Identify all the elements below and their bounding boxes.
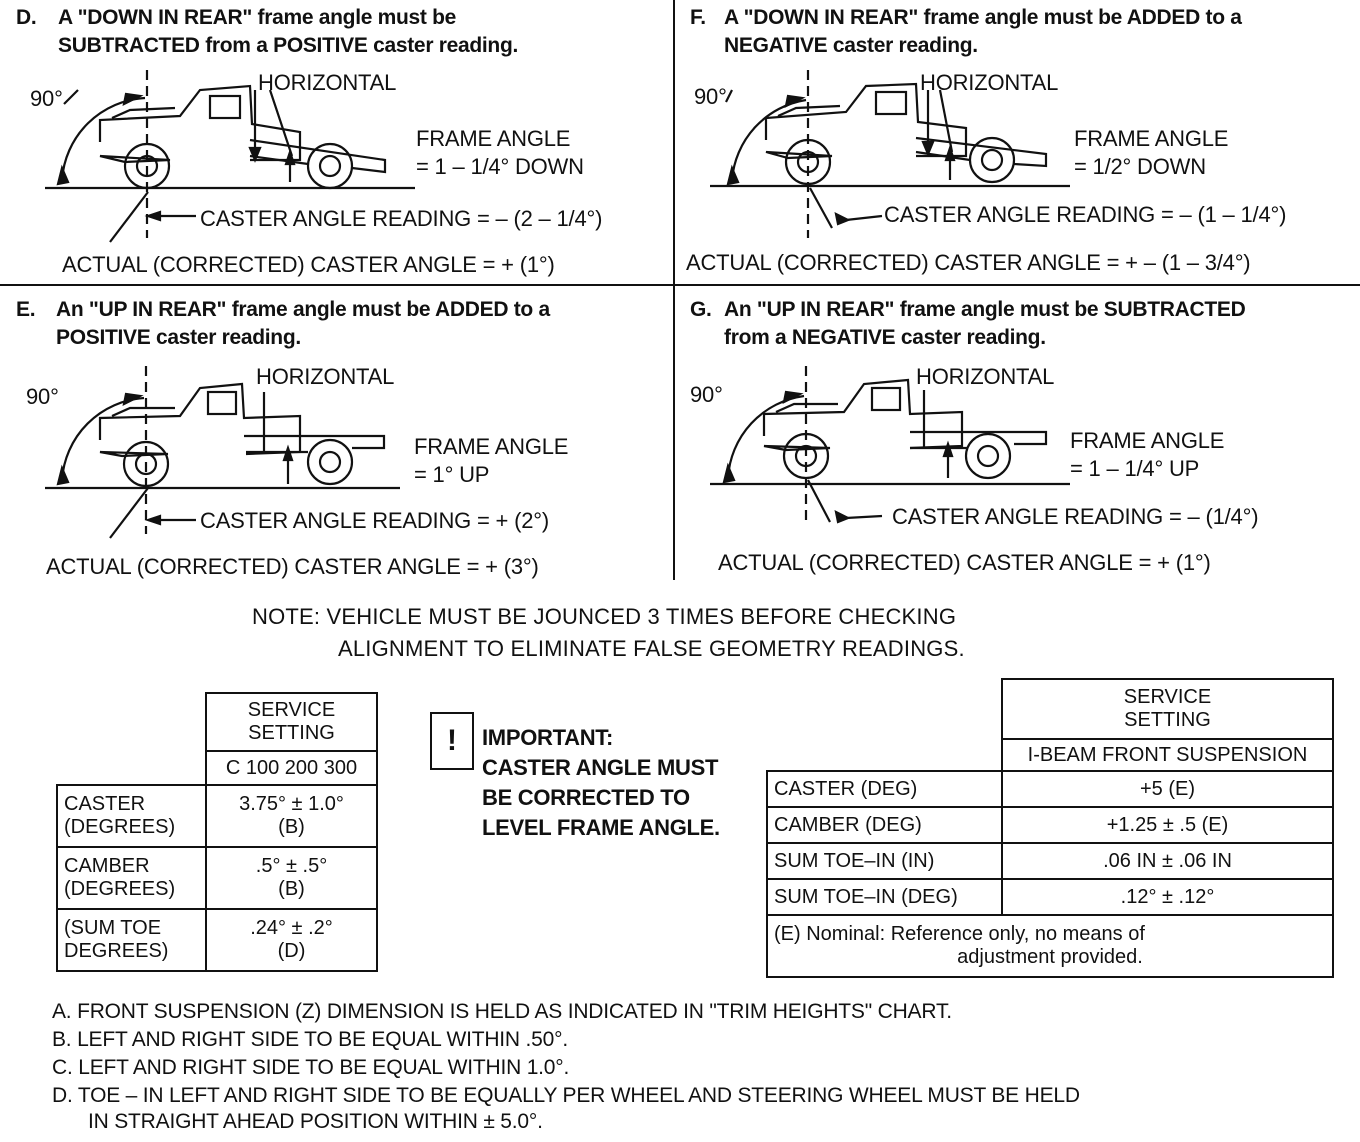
panel-f-caption-1: A "DOWN IN REAR" frame angle must be ADDED to a	[724, 6, 1242, 29]
panel-g-frame-angle: FRAME ANGLE	[1070, 428, 1225, 453]
panel-f-caster-reading: CASTER ANGLE READING = – (1 – 1/4°)	[884, 202, 1287, 227]
important-line-2: BE CORRECTED TO	[482, 785, 690, 810]
table-row	[767, 771, 1333, 807]
panel-e-frame-value: = 1° UP	[414, 462, 490, 487]
panel-d-frame-value: = 1 – 1/4° DOWN	[416, 154, 584, 179]
row-value: .12° ± .12°	[1002, 879, 1333, 915]
horizontal-divider	[0, 284, 1360, 286]
panel-d-letter: D.	[16, 6, 37, 29]
panel-f-horizontal: HORIZONTAL	[920, 70, 1059, 95]
panel-e-actual: ACTUAL (CORRECTED) CASTER ANGLE = + (3°)	[46, 554, 539, 579]
panel-g-deg90: 90°	[690, 382, 723, 407]
right-table-footnote: (E) Nominal: Reference only, no means of adjustment provided.	[767, 915, 1333, 977]
right-table-header: SERVICE SETTING	[1002, 679, 1333, 739]
panel-g-caption-1: An "UP IN REAR" frame angle must be SUBTRACTED	[724, 298, 1246, 321]
panel-g-actual: ACTUAL (CORRECTED) CASTER ANGLE = + (1°)	[718, 550, 1211, 575]
table-row	[57, 847, 377, 909]
table-row	[57, 785, 377, 847]
panel-g-frame-value: = 1 – 1/4° UP	[1070, 456, 1200, 481]
row-label: (SUM TOE DEGREES)	[57, 909, 206, 971]
row-label: SUM TOE–IN (IN)	[767, 843, 1002, 879]
footnote-d-2: IN STRAIGHT AHEAD POSITION WITHIN ± 5.0°.	[88, 1110, 543, 1133]
panel-e-letter: E.	[16, 298, 36, 321]
footnote-b: B. LEFT AND RIGHT SIDE TO BE EQUAL WITHIN .50°.	[52, 1028, 568, 1051]
panel-e-deg90: 90°	[26, 384, 59, 409]
panel-d-caption-1: A "DOWN IN REAR" frame angle must be	[58, 6, 457, 29]
table-row	[767, 879, 1333, 915]
row-label: CASTER (DEGREES)	[57, 785, 206, 847]
note-line-1: NOTE: VEHICLE MUST BE JOUNCED 3 TIMES BEFORE CHECKING	[252, 604, 957, 629]
table-row	[767, 807, 1333, 843]
panel-e-frame-angle: FRAME ANGLE	[414, 434, 569, 459]
left-table-header: SERVICE SETTING	[206, 693, 377, 751]
footnote-d-1: D. TOE – IN LEFT AND RIGHT SIDE TO BE EQUALLY PER WHEEL AND STEERING WHEEL MUST BE HELD	[52, 1084, 1080, 1107]
note-line-2: ALIGNMENT TO ELIMINATE FALSE GEOMETRY READINGS.	[338, 636, 965, 661]
footnote-a: A. FRONT SUSPENSION (Z) DIMENSION IS HELD AS INDICATED IN "TRIM HEIGHTS" CHART.	[52, 1000, 952, 1023]
panel-f-actual: ACTUAL (CORRECTED) CASTER ANGLE = + – (1 – 3/4°)	[686, 250, 1251, 275]
panel-e-caster-reading: CASTER ANGLE READING = + (2°)	[200, 508, 549, 533]
panel-d-caster-reading: CASTER ANGLE READING = – (2 – 1/4°)	[200, 206, 603, 231]
left-spec-table	[56, 692, 378, 972]
panel-d-caption-2: SUBTRACTED from a POSITIVE caster reading.	[58, 34, 519, 57]
panel-e-caption-1: An "UP IN REAR" frame angle must be ADDED to a	[56, 298, 550, 321]
row-value: 3.75° ± 1.0° (B)	[206, 785, 377, 847]
panel-f-deg90: 90°	[694, 84, 727, 109]
panel-f-frame-angle: FRAME ANGLE	[1074, 126, 1229, 151]
panel-d-deg90: 90°	[30, 86, 63, 111]
panel-e-horizontal: HORIZONTAL	[256, 364, 395, 389]
truck-illustration	[710, 366, 1070, 526]
panel-g-letter: G.	[690, 298, 712, 321]
row-label: CAMBER (DEG)	[767, 807, 1002, 843]
panel-g-caster-reading: CASTER ANGLE READING = – (1/4°)	[892, 504, 1259, 529]
row-value: .5° ± .5° (B)	[206, 847, 377, 909]
table-row	[57, 909, 377, 971]
panel-e-caption-2: POSITIVE caster reading.	[56, 326, 301, 349]
row-label: CASTER (DEG)	[767, 771, 1002, 807]
footnote-c: C. LEFT AND RIGHT SIDE TO BE EQUAL WITHIN 1.0°.	[52, 1056, 570, 1079]
panel-d-actual: ACTUAL (CORRECTED) CASTER ANGLE = + (1°)	[62, 252, 555, 277]
left-table-subheader: C 100 200 300	[206, 751, 377, 785]
row-value: .06 IN ± .06 IN	[1002, 843, 1333, 879]
panel-g-horizontal: HORIZONTAL	[916, 364, 1055, 389]
panel-f-letter: F.	[690, 6, 706, 29]
panel-d-horizontal: HORIZONTAL	[258, 70, 397, 95]
important-line-1: CASTER ANGLE MUST	[482, 755, 719, 780]
row-value: +1.25 ± .5 (E)	[1002, 807, 1333, 843]
table-row	[767, 843, 1333, 879]
panel-f-caption-2: NEGATIVE caster reading.	[724, 34, 978, 57]
panel-g-caption-2: from a NEGATIVE caster reading.	[724, 326, 1046, 349]
important-title: IMPORTANT:	[482, 725, 614, 750]
panel-f-frame-value: = 1/2° DOWN	[1074, 154, 1206, 179]
panel-d-frame-angle: FRAME ANGLE	[416, 126, 571, 151]
row-value: .24° ± .2° (D)	[206, 909, 377, 971]
important-icon: !	[430, 712, 474, 770]
important-line-3: LEVEL FRAME ANGLE.	[482, 815, 720, 840]
row-label: SUM TOE–IN (DEG)	[767, 879, 1002, 915]
row-label: CAMBER (DEGREES)	[57, 847, 206, 909]
right-table-subheader: I-BEAM FRONT SUSPENSION	[1002, 739, 1333, 771]
row-value: +5 (E)	[1002, 771, 1333, 807]
right-spec-table	[766, 678, 1334, 978]
